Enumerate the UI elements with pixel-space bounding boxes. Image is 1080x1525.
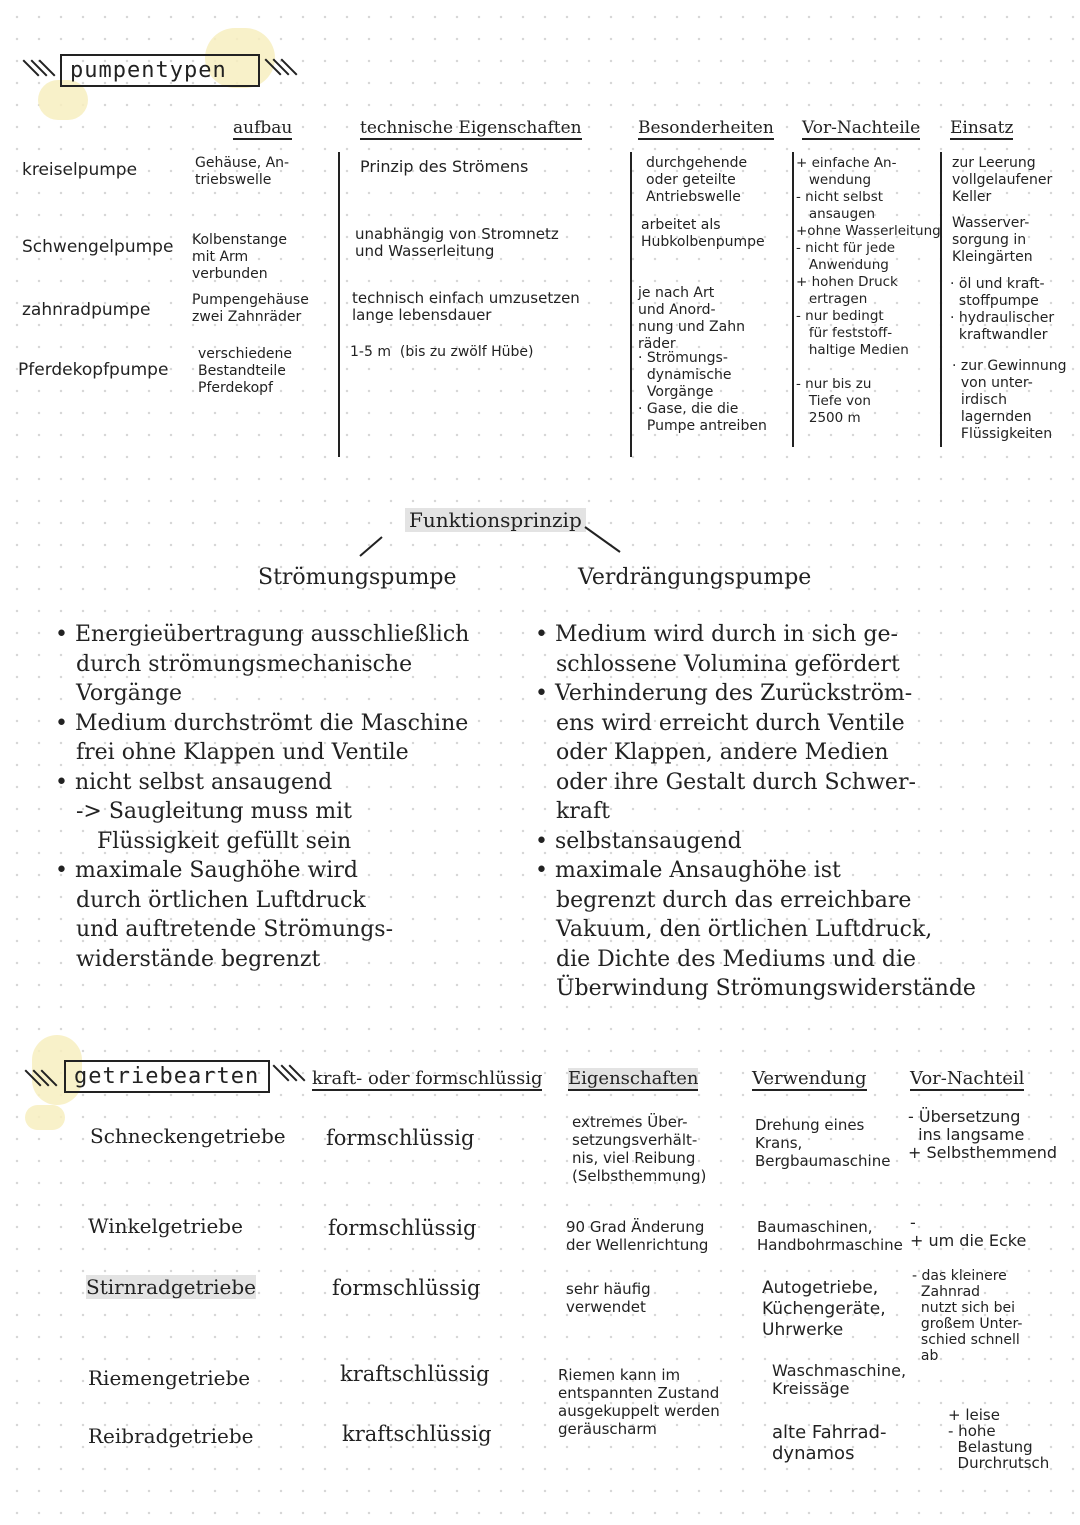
pump-tech: technisch einfach umzusetzen lange lebensdauer bbox=[352, 289, 580, 324]
list-item: • Energieübertragung ausschließlich durch strömungsmechanische Vorgänge bbox=[55, 622, 470, 706]
pump-aufbau: Kolbenstange mit Arm verbunden bbox=[192, 232, 288, 282]
decoration-stripes bbox=[22, 1065, 62, 1095]
pump-besonderheiten: je nach Art und Anord- nung und Zahn räder bbox=[638, 285, 745, 352]
header-vor-nachteil: Vor-Nachteil bbox=[910, 1068, 1025, 1089]
branch-lines bbox=[0, 0, 1080, 600]
gear-use: Drehung eines Krans, Bergbaumaschine bbox=[755, 1116, 891, 1170]
pump-besonderheiten: durchgehende oder geteilte Antriebswelle bbox=[646, 155, 748, 205]
gear-type: formschlüssig bbox=[328, 1216, 477, 1240]
pump-tech: Prinzip des Strömens bbox=[360, 157, 529, 176]
gear-use: Autogetriebe, Küchengeräte, Uhrwerke bbox=[762, 1278, 886, 1340]
list-item: • nicht selbst ansaugend -> Saugleitung muss mit Flüssigkeit gefüllt sein bbox=[55, 769, 352, 854]
header-vor-nachteile: Vor-Nachteile bbox=[802, 118, 921, 138]
gear-name: Riemengetriebe bbox=[88, 1366, 251, 1390]
pump-name: Pferdekopfpumpe bbox=[18, 360, 169, 380]
pump-einsatz: zur Leerung vollgelaufener Keller bbox=[952, 155, 1053, 205]
list-item: • Verhinderung des Zurückström- ens wird erreicht durch Ventile oder Klappen, andere Medien oder ihre Gestalt durch Schwer- kraft bbox=[535, 681, 916, 824]
header-aufbau: aufbau bbox=[233, 118, 293, 138]
gear-use: alte Fahrrad- dynamos bbox=[772, 1422, 887, 1464]
gear-type: formschlüssig bbox=[332, 1276, 481, 1300]
gear-pro-con: - das kleinere Zahnrad nutzt sich bei großem Unter- schied schnell ab bbox=[912, 1268, 1023, 1364]
pump-besonderheiten: arbeitet als Hubkolbenpumpe bbox=[641, 217, 765, 250]
list-item: • Medium durchströmt die Maschine frei ohne Klappen und Ventile bbox=[55, 710, 469, 765]
pump-einsatz: · öl und kraft- stoffpumpe · hydraulischer kraftwandler bbox=[950, 276, 1055, 343]
gear-name: Stirnradgetriebe bbox=[86, 1275, 256, 1299]
header-einsatz: Einsatz bbox=[950, 118, 1014, 138]
pump-tech: 1-5 m (bis zu zwölf Hübe) bbox=[350, 344, 534, 360]
gear-type: kraftschlüssig bbox=[340, 1362, 490, 1386]
header-kraft-formschluessig: kraft- oder formschlüssig bbox=[312, 1068, 543, 1089]
pump-einsatz: Wasserver- sorgung in Kleingärten bbox=[952, 215, 1033, 265]
header-technische-eigenschaften: technische Eigenschaften bbox=[360, 118, 582, 138]
gear-use: Waschmaschine, Kreissäge bbox=[772, 1361, 907, 1398]
gear-pro-con: + leise - hohe Belastung Durchrutsch bbox=[948, 1406, 1050, 1472]
pump-name: zahnradpumpe bbox=[22, 300, 151, 320]
stroemungspumpe-list bbox=[55, 620, 525, 974]
header-eigenschaften: Eigenschaften bbox=[568, 1068, 699, 1089]
gear-use: Baumaschinen, Handbohrmaschine bbox=[757, 1218, 903, 1254]
pump-vor-nachteile: + einfache An- wendung - nicht selbst ansaugen +ohne Wasserleitung - nicht für jede Anwendung + hohen Druck ertragen - nur bedingt für feststoff- haltige Medien - nur bis zu Tiefe von 2500 m bbox=[796, 155, 941, 426]
pump-name: Schwengelpumpe bbox=[22, 237, 174, 257]
gear-props: sehr häufig verwendet bbox=[566, 1280, 651, 1316]
gear-name: Winkelgetriebe bbox=[88, 1214, 243, 1238]
gear-name: Reibradgetriebe bbox=[88, 1424, 254, 1448]
highlight-blob bbox=[25, 1105, 65, 1130]
pump-einsatz: · zur Gewinnung von unter- irdisch lagernden Flüssigkeiten bbox=[952, 358, 1067, 442]
decoration-stripes bbox=[270, 1058, 310, 1088]
gear-props: Riemen kann im entspannten Zustand ausgekuppelt werden geräuscharm bbox=[558, 1366, 720, 1438]
list-item: • maximale Ansaughöhe ist begrenzt durch das erreichbare Vakuum, den örtlichen Luftdruck, die Dichte des Mediums und die Überwindung Strömungswiderstände bbox=[535, 858, 976, 1001]
pump-name: kreiselpumpe bbox=[22, 160, 138, 180]
list-item: • Medium wird durch in sich ge- schlossene Volumina gefördert bbox=[535, 622, 900, 677]
gear-type: kraftschlüssig bbox=[342, 1422, 492, 1446]
right-subtitle: Verdrängungspumpe bbox=[578, 565, 812, 590]
gear-name: Schneckengetriebe bbox=[90, 1124, 286, 1148]
function-title: Funktionsprinzip bbox=[405, 508, 586, 532]
header-verwendung: Verwendung bbox=[752, 1068, 867, 1089]
pump-aufbau: verschiedene Bestandteile Pferdekopf bbox=[198, 346, 293, 396]
gear-type: formschlüssig bbox=[326, 1126, 475, 1150]
list-item: • maximale Saughöhe wird durch örtlichen Luftdruck und auftretende Strömungs- widerstände begrenzt bbox=[55, 858, 394, 972]
pump-section-title: pumpentypen bbox=[60, 54, 260, 87]
pump-aufbau: Pumpengehäuse zwei Zahnräder bbox=[192, 292, 309, 325]
pump-tech: unabhängig von Stromnetz und Wasserleitung bbox=[355, 225, 559, 260]
pump-aufbau: Gehäuse, An- triebswelle bbox=[195, 155, 290, 188]
header-besonderheiten: Besonderheiten bbox=[638, 118, 774, 138]
gear-props: extremes Über- setzungsverhält- nis, viel Reibung (Selbsthemmung) bbox=[572, 1113, 707, 1185]
left-subtitle: Strömungspumpe bbox=[258, 565, 457, 590]
list-item: • selbstansaugend bbox=[535, 828, 742, 854]
gear-section-title: getriebearten bbox=[64, 1060, 270, 1093]
pump-besonderheiten: · Strömungs- dynamische Vorgänge · Gase, die die Pumpe antreiben bbox=[638, 350, 767, 434]
gear-pro-con: - Übersetzung ins langsame + Selbsthemmend bbox=[908, 1107, 1057, 1162]
gear-pro-con: - + um die Ecke bbox=[910, 1213, 1027, 1250]
verdraengungspumpe-list bbox=[535, 620, 1070, 1004]
gear-props: 90 Grad Änderung der Wellenrichtung bbox=[566, 1218, 709, 1254]
